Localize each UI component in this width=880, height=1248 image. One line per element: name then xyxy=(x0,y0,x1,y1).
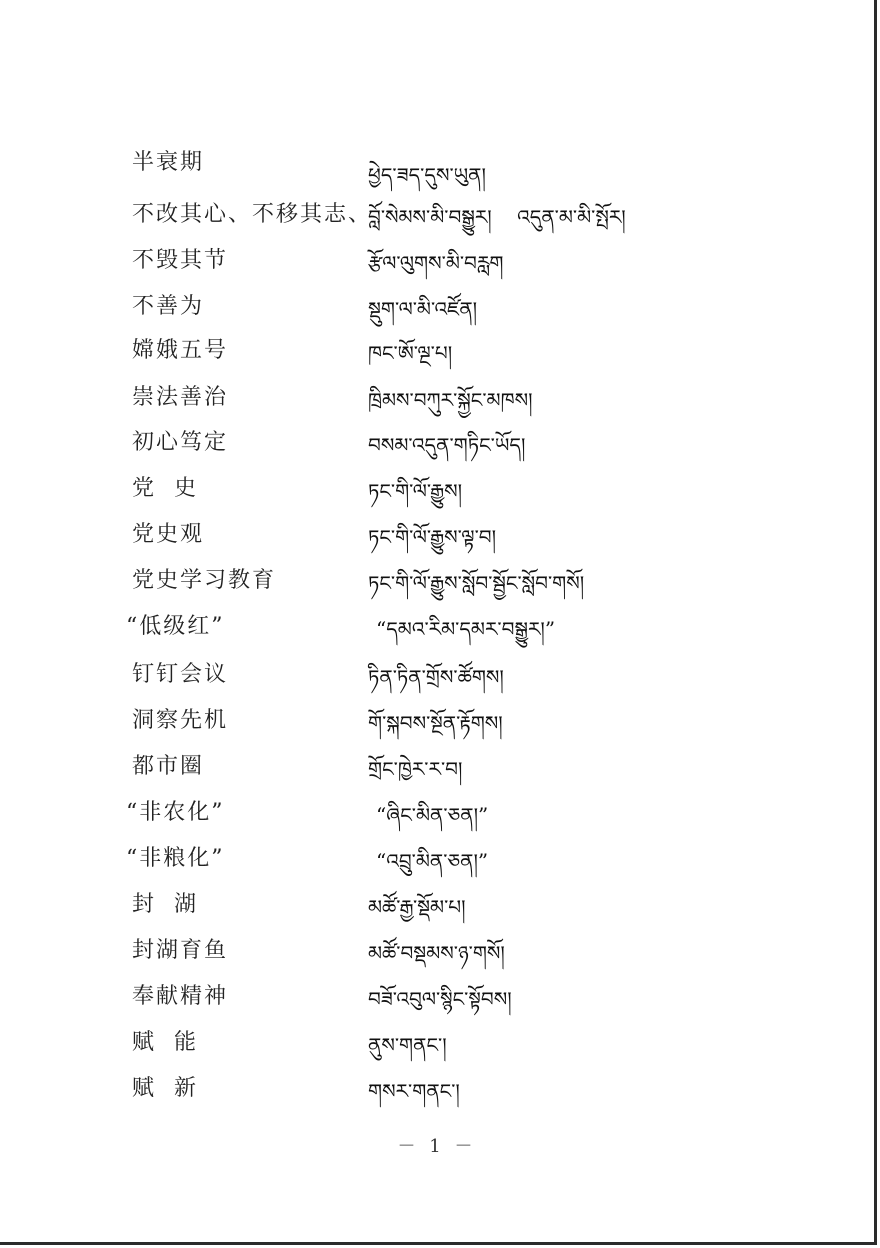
tibetan-term: ཏིན་ཏིན་གྲོས་ཚོགས། xyxy=(368,665,504,689)
tibetan-term: ཏང་གི་ལོ་རྒྱུས་ལྟ་བ། xyxy=(368,525,497,549)
tibetan-term: “འབྲུ་མིན་ཅན།” xyxy=(376,849,489,873)
glossary-entry xyxy=(0,292,874,328)
tibetan-term: “དམའ་རིམ་དམར་བསྒྱུར།” xyxy=(376,617,556,641)
glossary-entry xyxy=(0,428,874,464)
chinese-term: 赋 新 xyxy=(132,1076,198,1101)
chinese-term: 崇法善治 xyxy=(132,385,229,410)
tibetan-term: ཕྱེད་ཟད་དུས་ཡུན། xyxy=(368,163,486,187)
chinese-term: 不改其心、不移其志、 xyxy=(132,202,373,227)
glossary-entry xyxy=(0,752,874,788)
tibetan-term: མཚོ་བསྡམས་ཉ་གསོ། xyxy=(368,941,505,965)
tibetan-term: ཏང་གི་ལོ་རྒྱུས། xyxy=(368,479,463,503)
chinese-term: 党 史 xyxy=(132,476,198,501)
chinese-term: 封 湖 xyxy=(132,892,198,917)
glossary-entry xyxy=(0,474,874,510)
chinese-term: 封湖育鱼 xyxy=(132,938,229,963)
chinese-term: 都市圈 xyxy=(132,754,205,779)
chinese-term: “非粮化” xyxy=(126,846,225,871)
tibetan-term: གསར་གནང་། xyxy=(368,1079,460,1103)
tibetan-term: བློ་སེམས་མི་བསྒྱུར། འདུན་མ་མི་སྤོར། xyxy=(368,205,626,229)
tibetan-term: གོ་སྐབས་སྔོན་རྟོགས། xyxy=(368,711,503,735)
glossary-entry xyxy=(0,982,874,1018)
glossary-entry xyxy=(0,246,874,282)
glossary-entry xyxy=(0,148,874,187)
chinese-term: 不毁其节 xyxy=(132,248,229,273)
chinese-term: 党史观 xyxy=(132,522,205,547)
glossary-entry xyxy=(0,336,874,372)
chinese-term: “低级红” xyxy=(126,614,225,639)
tibetan-term: “ཞིང་མིན་ཅན།” xyxy=(376,803,489,827)
glossary-entry xyxy=(0,383,874,419)
chinese-term: 赋 能 xyxy=(132,1030,198,1055)
glossary-entry xyxy=(0,520,874,556)
tibetan-term: ཏང་གི་ལོ་རྒྱུས་སློབ་སྦྱོང་སློབ་གསོ། xyxy=(368,571,585,595)
tibetan-term: ནུས་གནང་། xyxy=(368,1033,447,1057)
tibetan-term: བཟོ་འབུལ་སྙིང་སྟོབས། xyxy=(368,987,512,1011)
chinese-term: 洞察先机 xyxy=(132,708,229,733)
glossary-entry xyxy=(0,890,874,926)
glossary-entry xyxy=(0,566,874,602)
glossary-entry xyxy=(0,936,874,972)
tibetan-term: བསམ་འདུན་གཏིང་ཡོད། xyxy=(368,433,526,457)
chinese-term: 不善为 xyxy=(132,294,205,319)
chinese-term: 初心笃定 xyxy=(132,430,229,455)
tibetan-term: གྲོང་ཁྱེར་ར་བ། xyxy=(368,757,463,781)
glossary-entry xyxy=(0,798,874,834)
glossary-entry xyxy=(0,660,874,696)
glossary-entry xyxy=(0,200,874,236)
chinese-term: 嫦娥五号 xyxy=(132,338,229,363)
glossary-entry xyxy=(0,844,874,880)
page-number: － 1 － xyxy=(397,1136,477,1157)
glossary-entry xyxy=(0,612,874,648)
chinese-term: 半衰期 xyxy=(132,150,205,175)
chinese-term: “非农化” xyxy=(126,800,225,825)
tibetan-term: ཁང་ཨོ་ལྔ་པ། xyxy=(368,341,453,365)
chinese-term: 钉钉会议 xyxy=(132,662,229,687)
tibetan-term: ཁྲིམས་བཀུར་སྐྱོང་མཁས། xyxy=(368,388,533,412)
chinese-term: 奉献精神 xyxy=(132,984,229,1009)
tibetan-term: སྡུག་ལ་མི་འཛོན། xyxy=(368,297,478,321)
glossary-entry xyxy=(0,706,874,742)
tibetan-term: མཚོ་རྒྱ་སྡོམ་པ། xyxy=(368,895,466,919)
chinese-term: 党史学习教育 xyxy=(132,568,277,593)
glossary-entry xyxy=(0,1028,874,1064)
glossary-entry xyxy=(0,1074,874,1110)
tibetan-term: རྩོལ་ལུགས་མི་བརླག xyxy=(368,251,504,275)
